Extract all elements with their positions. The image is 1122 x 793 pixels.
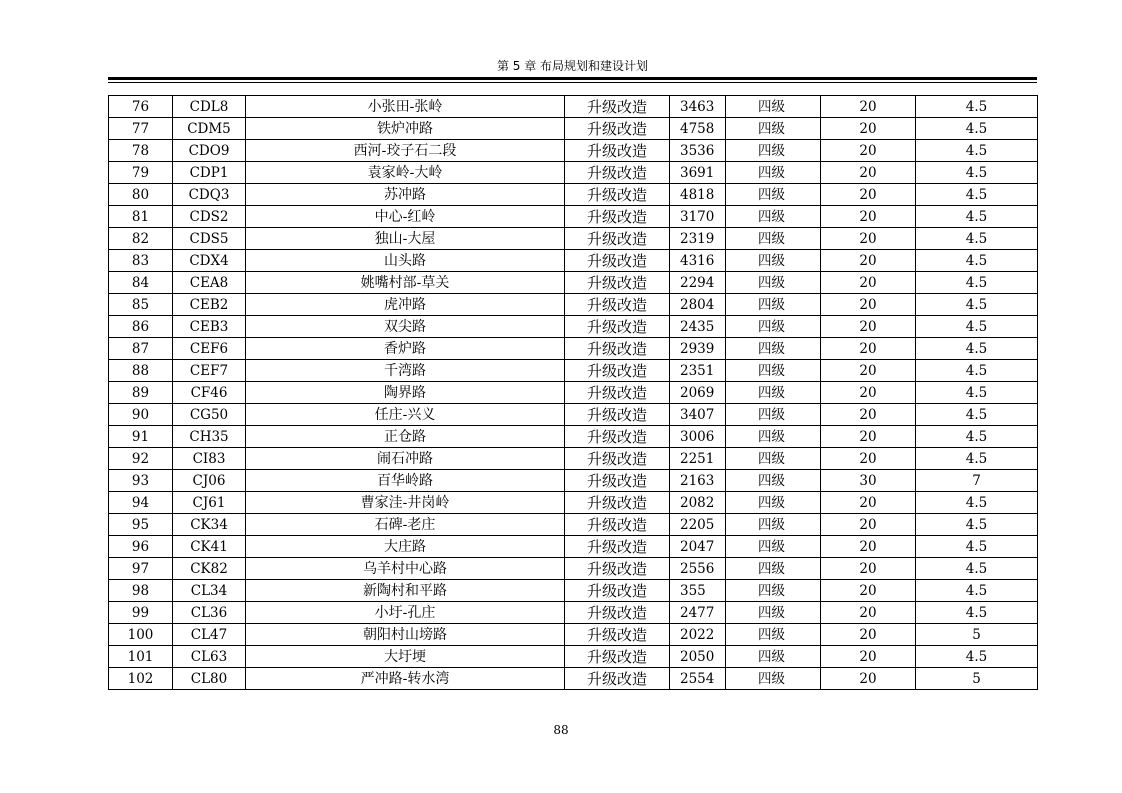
cell-grade: 四级 [726,426,821,448]
cell-road-name: 乌羊村中心路 [246,558,565,580]
table-row [109,404,1038,426]
cell-design-speed: 20 [821,382,916,404]
cell-grade: 四级 [726,470,821,492]
cell-no: 99 [109,602,173,624]
cell-road-name: 西河-珓子石二段 [246,140,565,162]
cell-road-name: 双尖路 [246,316,565,338]
table-row [109,646,1038,668]
cell-road-width: 4.5 [916,382,1038,404]
cell-code: CL36 [173,602,246,624]
cell-road-name: 百华岭路 [246,470,565,492]
cell-grade: 四级 [726,162,821,184]
cell-construction-type: 升级改造 [565,272,670,294]
page-number: 88 [553,723,569,737]
header-rule-thick [108,77,1037,80]
table-row [109,250,1038,272]
cell-road-width: 4.5 [916,492,1038,514]
cell-road-name: 袁家岭-大岭 [246,162,565,184]
cell-construction-type: 升级改造 [565,360,670,382]
cell-code: CEB2 [173,294,246,316]
cell-code: CDS5 [173,228,246,250]
table-row [109,206,1038,228]
cell-road-name: 苏冲路 [246,184,565,206]
cell-road-width: 4.5 [916,96,1038,118]
cell-length: 2804 [670,294,726,316]
cell-road-name: 曹家洼-井岗岭 [246,492,565,514]
cell-no: 87 [109,338,173,360]
cell-design-speed: 20 [821,448,916,470]
cell-code: CDQ3 [173,184,246,206]
cell-grade: 四级 [726,250,821,272]
cell-grade: 四级 [726,294,821,316]
cell-road-width: 4.5 [916,448,1038,470]
cell-construction-type: 升级改造 [565,162,670,184]
cell-road-name: 石碑-老庄 [246,514,565,536]
cell-road-name: 姚嘴村部-草关 [246,272,565,294]
cell-design-speed: 20 [821,360,916,382]
cell-no: 101 [109,646,173,668]
cell-construction-type: 升级改造 [565,470,670,492]
cell-no: 79 [109,162,173,184]
cell-length: 355 [670,580,726,602]
cell-road-width: 4.5 [916,580,1038,602]
cell-code: CDX4 [173,250,246,272]
cell-design-speed: 20 [821,206,916,228]
cell-construction-type: 升级改造 [565,140,670,162]
cell-no: 88 [109,360,173,382]
cell-road-width: 4.5 [916,338,1038,360]
cell-code: CDO9 [173,140,246,162]
cell-construction-type: 升级改造 [565,426,670,448]
cell-grade: 四级 [726,360,821,382]
cell-code: CEB3 [173,316,246,338]
cell-design-speed: 20 [821,294,916,316]
cell-design-speed: 20 [821,646,916,668]
table-row [109,448,1038,470]
table-row [109,382,1038,404]
cell-construction-type: 升级改造 [565,206,670,228]
cell-no: 89 [109,382,173,404]
cell-length: 2477 [670,602,726,624]
cell-road-width: 4.5 [916,250,1038,272]
table-row [109,668,1038,690]
cell-length: 3691 [670,162,726,184]
cell-design-speed: 20 [821,338,916,360]
cell-road-width: 4.5 [916,184,1038,206]
cell-code: CDS2 [173,206,246,228]
cell-code: CEF7 [173,360,246,382]
cell-design-speed: 20 [821,250,916,272]
chapter-header: 第 5 章 布局规划和建设计划 [496,59,649,73]
cell-length: 2554 [670,668,726,690]
cell-construction-type: 升级改造 [565,228,670,250]
cell-design-speed: 20 [821,162,916,184]
cell-construction-type: 升级改造 [565,96,670,118]
cell-grade: 四级 [726,514,821,536]
cell-grade: 四级 [726,536,821,558]
cell-length: 3407 [670,404,726,426]
cell-construction-type: 升级改造 [565,624,670,646]
cell-code: CDP1 [173,162,246,184]
cell-road-width: 5 [916,624,1038,646]
cell-length: 2163 [670,470,726,492]
cell-no: 95 [109,514,173,536]
cell-road-width: 4.5 [916,316,1038,338]
cell-length: 2050 [670,646,726,668]
cell-road-name: 香炉路 [246,338,565,360]
cell-code: CK41 [173,536,246,558]
cell-code: CJ61 [173,492,246,514]
cell-road-name: 中心-红岭 [246,206,565,228]
table-row [109,426,1038,448]
cell-design-speed: 30 [821,470,916,492]
table-row [109,492,1038,514]
cell-design-speed: 20 [821,624,916,646]
cell-code: CEA8 [173,272,246,294]
table-row [109,470,1038,492]
table-row [109,272,1038,294]
cell-road-width: 5 [916,668,1038,690]
cell-length: 2939 [670,338,726,360]
cell-construction-type: 升级改造 [565,184,670,206]
cell-design-speed: 20 [821,184,916,206]
cell-length: 2294 [670,272,726,294]
cell-grade: 四级 [726,558,821,580]
cell-code: CL80 [173,668,246,690]
cell-length: 3463 [670,96,726,118]
cell-no: 90 [109,404,173,426]
cell-road-width: 4.5 [916,646,1038,668]
cell-no: 76 [109,96,173,118]
cell-grade: 四级 [726,382,821,404]
cell-road-width: 4.5 [916,140,1038,162]
cell-road-name: 虎冲路 [246,294,565,316]
cell-code: CDL8 [173,96,246,118]
cell-no: 86 [109,316,173,338]
cell-grade: 四级 [726,272,821,294]
table-row [109,184,1038,206]
cell-no: 98 [109,580,173,602]
cell-construction-type: 升级改造 [565,558,670,580]
cell-road-width: 7 [916,470,1038,492]
cell-road-name: 朝阳村山塝路 [246,624,565,646]
table-row [109,228,1038,250]
cell-code: CF46 [173,382,246,404]
cell-design-speed: 20 [821,140,916,162]
cell-road-width: 4.5 [916,228,1038,250]
table-row [109,558,1038,580]
cell-no: 96 [109,536,173,558]
cell-design-speed: 20 [821,316,916,338]
cell-no: 77 [109,118,173,140]
cell-no: 94 [109,492,173,514]
cell-code: CDM5 [173,118,246,140]
table-row [109,162,1038,184]
road-table [108,95,1038,690]
cell-construction-type: 升级改造 [565,382,670,404]
cell-road-width: 4.5 [916,536,1038,558]
cell-length: 3006 [670,426,726,448]
table-row [109,602,1038,624]
cell-construction-type: 升级改造 [565,580,670,602]
table-row [109,580,1038,602]
cell-road-name: 铁炉冲路 [246,118,565,140]
cell-no: 80 [109,184,173,206]
cell-no: 81 [109,206,173,228]
cell-no: 91 [109,426,173,448]
table-row [109,624,1038,646]
cell-road-name: 大圩埂 [246,646,565,668]
cell-construction-type: 升级改造 [565,514,670,536]
cell-construction-type: 升级改造 [565,316,670,338]
cell-length: 2435 [670,316,726,338]
cell-road-width: 4.5 [916,272,1038,294]
cell-construction-type: 升级改造 [565,602,670,624]
cell-design-speed: 20 [821,492,916,514]
table-row [109,338,1038,360]
table-row [109,140,1038,162]
cell-design-speed: 20 [821,404,916,426]
cell-construction-type: 升级改造 [565,668,670,690]
cell-length: 2082 [670,492,726,514]
header-rule-thin [108,82,1037,83]
cell-length: 2351 [670,360,726,382]
cell-road-name: 小张田-张岭 [246,96,565,118]
cell-road-width: 4.5 [916,162,1038,184]
cell-grade: 四级 [726,448,821,470]
cell-grade: 四级 [726,492,821,514]
cell-code: CH35 [173,426,246,448]
cell-code: CL63 [173,646,246,668]
cell-no: 85 [109,294,173,316]
cell-road-name: 独山-大屋 [246,228,565,250]
cell-grade: 四级 [726,668,821,690]
cell-road-width: 4.5 [916,404,1038,426]
cell-grade: 四级 [726,338,821,360]
cell-length: 4316 [670,250,726,272]
cell-length: 4818 [670,184,726,206]
cell-code: CK82 [173,558,246,580]
cell-road-name: 千湾路 [246,360,565,382]
cell-grade: 四级 [726,96,821,118]
table-body [109,96,1038,690]
cell-construction-type: 升级改造 [565,404,670,426]
cell-design-speed: 20 [821,514,916,536]
cell-construction-type: 升级改造 [565,536,670,558]
cell-code: CL34 [173,580,246,602]
cell-length: 2047 [670,536,726,558]
cell-no: 97 [109,558,173,580]
cell-no: 102 [109,668,173,690]
cell-grade: 四级 [726,646,821,668]
cell-grade: 四级 [726,624,821,646]
cell-no: 100 [109,624,173,646]
cell-length: 4758 [670,118,726,140]
cell-construction-type: 升级改造 [565,492,670,514]
cell-design-speed: 20 [821,536,916,558]
cell-design-speed: 20 [821,96,916,118]
cell-no: 93 [109,470,173,492]
cell-road-width: 4.5 [916,118,1038,140]
cell-road-name: 山头路 [246,250,565,272]
cell-design-speed: 20 [821,426,916,448]
cell-road-width: 4.5 [916,426,1038,448]
cell-no: 78 [109,140,173,162]
cell-grade: 四级 [726,602,821,624]
cell-length: 2556 [670,558,726,580]
cell-road-width: 4.5 [916,514,1038,536]
cell-road-width: 4.5 [916,360,1038,382]
cell-construction-type: 升级改造 [565,118,670,140]
table-row [109,96,1038,118]
cell-length: 3170 [670,206,726,228]
cell-no: 83 [109,250,173,272]
table-row [109,536,1038,558]
cell-grade: 四级 [726,228,821,250]
cell-code: CEF6 [173,338,246,360]
cell-grade: 四级 [726,404,821,426]
cell-road-name: 闹石冲路 [246,448,565,470]
cell-design-speed: 20 [821,272,916,294]
cell-grade: 四级 [726,140,821,162]
cell-road-name: 小圩-孔庄 [246,602,565,624]
cell-length: 2319 [670,228,726,250]
cell-grade: 四级 [726,580,821,602]
cell-design-speed: 20 [821,228,916,250]
cell-road-name: 新陶村和平路 [246,580,565,602]
table-row [109,118,1038,140]
cell-code: CG50 [173,404,246,426]
cell-length: 3536 [670,140,726,162]
cell-road-width: 4.5 [916,206,1038,228]
cell-code: CJ06 [173,470,246,492]
cell-design-speed: 20 [821,580,916,602]
cell-road-width: 4.5 [916,294,1038,316]
cell-code: CK34 [173,514,246,536]
cell-length: 2205 [670,514,726,536]
cell-no: 92 [109,448,173,470]
table-row [109,316,1038,338]
cell-length: 2251 [670,448,726,470]
cell-construction-type: 升级改造 [565,448,670,470]
table-row [109,360,1038,382]
cell-road-name: 陶界路 [246,382,565,404]
cell-road-name: 正仓路 [246,426,565,448]
cell-code: CI83 [173,448,246,470]
cell-construction-type: 升级改造 [565,646,670,668]
cell-road-name: 任庄-兴义 [246,404,565,426]
cell-design-speed: 20 [821,602,916,624]
cell-no: 82 [109,228,173,250]
table-row [109,294,1038,316]
cell-construction-type: 升级改造 [565,250,670,272]
cell-grade: 四级 [726,206,821,228]
cell-no: 84 [109,272,173,294]
cell-road-name: 大庄路 [246,536,565,558]
cell-design-speed: 20 [821,118,916,140]
cell-road-width: 4.5 [916,602,1038,624]
cell-code: CL47 [173,624,246,646]
cell-construction-type: 升级改造 [565,294,670,316]
cell-design-speed: 20 [821,668,916,690]
cell-grade: 四级 [726,118,821,140]
cell-length: 2069 [670,382,726,404]
table-row [109,514,1038,536]
cell-design-speed: 20 [821,558,916,580]
cell-length: 2022 [670,624,726,646]
cell-construction-type: 升级改造 [565,338,670,360]
cell-grade: 四级 [726,316,821,338]
cell-road-width: 4.5 [916,558,1038,580]
cell-road-name: 严冲路-转水湾 [246,668,565,690]
cell-grade: 四级 [726,184,821,206]
